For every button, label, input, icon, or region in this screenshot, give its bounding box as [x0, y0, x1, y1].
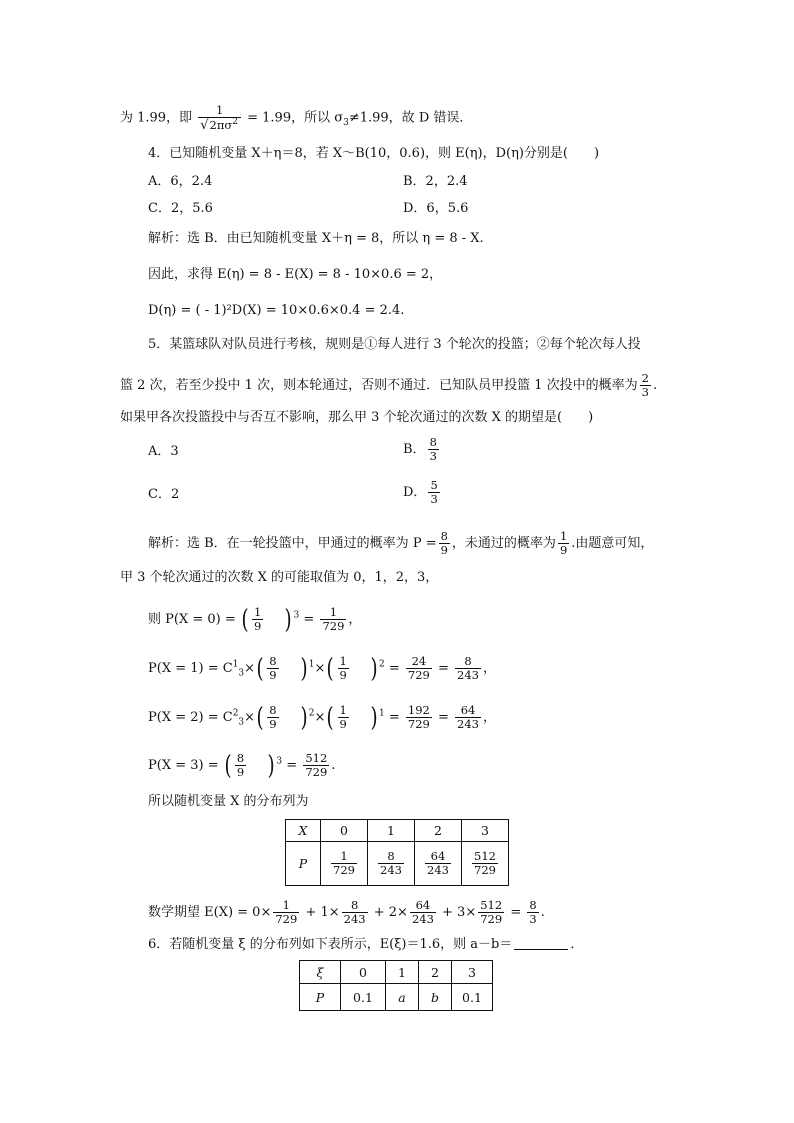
frac-num: 64 — [455, 704, 481, 718]
frac-den: 729 — [333, 863, 355, 877]
frac — [406, 655, 432, 682]
eq: = — [388, 710, 400, 725]
frac — [478, 899, 504, 926]
lparen: ( — [256, 702, 264, 733]
rparen: ) — [267, 750, 275, 781]
frac — [527, 899, 538, 926]
frac-num: 8 — [440, 529, 448, 543]
frac-num: 64 — [410, 899, 436, 913]
q5-line2-frac — [640, 372, 651, 399]
lparen: ( — [224, 750, 232, 781]
p2-label: P(X = 2) = C — [148, 710, 233, 725]
frac-den: 243 — [380, 863, 402, 877]
times: × — [244, 661, 256, 676]
frac-den: 243 — [411, 912, 434, 926]
comma: ， — [483, 710, 497, 725]
q5-solution-2: 甲 3 个轮次通过的次数 X 的可能取值为 0，1，2，3， — [120, 570, 439, 585]
exponent: 3 — [293, 610, 300, 621]
frac-den: 3 — [429, 449, 437, 463]
frac — [235, 752, 246, 779]
frac-den: 9 — [269, 717, 277, 731]
table-cell: X — [286, 820, 321, 842]
q5-line3: 如果甲各次投篮投中与否互不影响，那么甲 3 个轮次通过的次数 X 的期望是( ) — [120, 410, 594, 425]
q4-stem: 4．已知随机变量 X＋η＝8，若 X～B(10，0.6)，则 E(η)，D(η)分别是( ) — [148, 146, 600, 161]
table-cell — [368, 842, 415, 886]
q4-solution-2: 因此，求得 E(η) = 8 - E(X) = 8 - 10×0.6 = 2， — [148, 267, 443, 282]
c-sub: 3 — [238, 668, 245, 679]
table-row — [286, 842, 509, 886]
q4-solution-1: 解析：选 B．由已知随机变量 X＋η = 8，所以 η = 8 - X. — [148, 231, 484, 246]
table-cell — [462, 842, 509, 886]
frac-den: 729 — [480, 912, 503, 926]
p-x0 — [148, 606, 361, 633]
top-sub3: 3 — [343, 117, 349, 128]
frac-num: 512 — [474, 849, 496, 863]
eq: = — [388, 661, 400, 676]
table-cell: 1 — [386, 961, 419, 984]
frac — [342, 899, 368, 926]
q5-line2-end: . — [652, 378, 658, 393]
rparen: ) — [370, 702, 378, 733]
top-line — [120, 104, 472, 132]
q4-option-b: B．2，2.4 — [403, 174, 468, 189]
frac — [425, 850, 451, 877]
period: . — [331, 758, 336, 773]
exp-term: + 3× — [442, 905, 477, 920]
frac-den: 9 — [339, 668, 347, 682]
frac-num: 8 — [455, 655, 481, 669]
comma: ， — [483, 661, 497, 676]
table-cell: 0 — [341, 961, 386, 984]
frac-num: 8 — [529, 898, 537, 912]
frac-num: 5 — [430, 478, 438, 492]
q6-stem-end: ． — [570, 937, 584, 952]
frac-num: 1 — [331, 850, 357, 864]
frac-num: 1 — [320, 606, 346, 620]
frac-den: 729 — [407, 717, 430, 731]
frac-den: 9 — [269, 668, 277, 682]
table-cell — [415, 842, 462, 886]
frac-den: 9 — [339, 717, 347, 731]
q5-option-c: C．2 — [148, 487, 180, 502]
top-frac-den — [198, 118, 241, 132]
frac-num: 1 — [339, 654, 347, 668]
frac-num: 8 — [378, 850, 404, 864]
frac — [338, 704, 349, 731]
table-cell: P — [300, 984, 341, 1011]
frac-den: 243 — [457, 717, 479, 731]
exponent: 2 — [378, 659, 385, 670]
table-header-row — [300, 961, 493, 984]
frac-den: 729 — [305, 765, 328, 779]
q4-option-c: C．2，5.6 — [148, 201, 213, 216]
table-cell: 0.1 — [341, 984, 386, 1011]
exp-term: + 2× — [373, 905, 408, 920]
answer-blank[interactable] — [514, 949, 568, 950]
frac-num: 1 — [273, 899, 299, 913]
rparen: ) — [284, 604, 292, 635]
frac — [338, 655, 349, 682]
frac-den: 729 — [407, 668, 430, 682]
lparen: ( — [241, 604, 249, 635]
q5-option-b — [403, 436, 441, 463]
frac — [252, 606, 263, 633]
q6-stem — [148, 937, 583, 953]
frac — [410, 899, 436, 926]
p-x2 — [148, 704, 496, 731]
frac-num: 2 — [641, 371, 649, 385]
frac — [439, 530, 450, 557]
q5-option-d — [403, 479, 442, 506]
frac-num: 192 — [407, 703, 430, 717]
lparen: ( — [326, 653, 334, 684]
frac — [455, 704, 481, 731]
distribution-table-x — [285, 819, 509, 886]
table-cell: a — [386, 984, 419, 1011]
frac-num: 64 — [425, 850, 451, 864]
frac-num: 1 — [339, 703, 347, 717]
table-cell: 3 — [452, 961, 493, 984]
q5-solution-1 — [148, 530, 653, 557]
frac-num: 8 — [236, 751, 245, 765]
c-sup: 2 — [232, 708, 239, 719]
period: . — [540, 905, 545, 920]
p-x1 — [148, 655, 496, 682]
eq: = — [286, 758, 298, 773]
rparen: ) — [300, 702, 308, 733]
frac-num: 1 — [559, 529, 568, 543]
exponent: 1 — [378, 708, 385, 719]
radical-body: 2πσ — [209, 117, 233, 132]
frac-den: 243 — [427, 863, 449, 877]
table-cell: b — [419, 984, 452, 1011]
c-sup: 1 — [232, 659, 239, 670]
q5-line1: 5．某篮球队对队员进行考核，规则是①每人进行 3 个轮次的投篮；②每个轮次每人投 — [148, 337, 641, 352]
distribution-table-xi — [299, 960, 493, 1011]
q5-option-d-label: D． — [403, 485, 427, 500]
frac — [320, 606, 346, 633]
frac — [331, 850, 357, 877]
frac — [472, 850, 498, 877]
top-eq: = 1.99，所以 σ — [247, 110, 344, 126]
q4-option-a: A．6，2.4 — [148, 174, 213, 189]
frac-num: 512 — [480, 898, 503, 912]
table-cell: P — [286, 842, 321, 886]
frac-num: 8 — [269, 654, 277, 668]
eq: = — [438, 661, 449, 676]
table-cell: 2 — [419, 961, 452, 984]
q5-line2 — [120, 372, 657, 399]
q5-option-d-frac — [428, 479, 439, 506]
exp-label: 数学期望 E(X) = 0× — [148, 905, 272, 920]
top-tail: ≠1.99，故 D 错误． — [348, 110, 473, 126]
frac-den: 3 — [529, 912, 537, 926]
times: × — [244, 710, 256, 725]
eq: = — [303, 612, 315, 627]
frac-den: 729 — [275, 912, 298, 926]
frac — [267, 704, 278, 731]
times: × — [314, 661, 326, 676]
frac — [303, 752, 329, 779]
frac-den: 9 — [236, 765, 245, 779]
frac-den: 9 — [559, 543, 568, 557]
exp-term: + 1× — [305, 905, 340, 920]
top-frac-num: 1 — [198, 104, 241, 118]
comma: ， — [348, 612, 362, 627]
table-cell: 3 — [462, 820, 509, 842]
q5-option-b-label: B． — [403, 442, 426, 457]
table-cell — [321, 842, 368, 886]
table-cell: 0.1 — [452, 984, 493, 1011]
frac-num: 512 — [305, 751, 328, 765]
frac-den: 729 — [322, 619, 345, 633]
frac-num: 8 — [429, 435, 437, 449]
table-cell: 0 — [321, 820, 368, 842]
q5-sol-b: ，未通过的概率为 — [451, 536, 556, 551]
frac-den: 243 — [343, 912, 366, 926]
exponent: 2 — [308, 708, 315, 719]
frac-den: 3 — [641, 385, 649, 399]
frac — [267, 655, 278, 682]
top-prefix: 为 1.99，即 — [120, 110, 193, 126]
exponent: 3 — [276, 756, 283, 767]
expectation-line — [148, 899, 545, 926]
table-header-row — [286, 820, 509, 842]
frac — [273, 899, 299, 926]
times: × — [314, 710, 326, 725]
frac — [406, 704, 432, 731]
frac — [378, 850, 404, 877]
p-x3 — [148, 752, 335, 779]
p1-label: P(X = 1) = C — [148, 661, 233, 676]
lparen: ( — [256, 653, 264, 684]
exponent: 1 — [308, 659, 315, 670]
q4-solution-3: D(η) = ( - 1)²D(X) = 10×0.6×0.4 = 2.4. — [148, 303, 405, 318]
table-cell: 1 — [368, 820, 415, 842]
frac — [558, 530, 569, 557]
q5-sol-c: .由题意可知， — [571, 536, 654, 551]
rparen: ) — [300, 653, 308, 684]
q4-option-d: D．6，5.6 — [403, 201, 469, 216]
q5-line2-text: 篮 2 次，若至少投中 1 次，则本轮通过，否则不通过．已知队员甲投篮 1 次投中的概率为 — [120, 378, 638, 393]
eq: = — [438, 710, 449, 725]
top-fraction — [198, 104, 241, 132]
c-sub: 3 — [238, 717, 245, 728]
q5-sol-a: 解析：选 B．在一轮投篮中，甲通过的概率为 P = — [148, 536, 437, 551]
radical-sup: 2 — [232, 116, 238, 127]
frac — [455, 655, 481, 682]
frac-den: 3 — [430, 492, 438, 506]
frac-num: 24 — [406, 655, 432, 669]
distribution-intro: 所以随机变量 X 的分布列为 — [148, 794, 309, 809]
table-row — [300, 984, 493, 1011]
frac-num: 8 — [342, 899, 368, 913]
q5-option-a: A．3 — [148, 444, 179, 459]
p3-label: P(X = 3) = — [148, 758, 219, 773]
radical: $√2\pi\sigma^2$ — [200, 116, 238, 133]
table-cell: ξ — [300, 961, 341, 984]
q6-stem-text: 6．若随机变量 ξ 的分布列如下表所示，E(ξ)＝1.6，则 a－b＝ — [148, 937, 513, 952]
eq: = — [510, 905, 522, 920]
table-cell: 2 — [415, 820, 462, 842]
frac-den: 729 — [474, 863, 496, 877]
lparen: ( — [326, 702, 334, 733]
frac-num: 8 — [269, 703, 277, 717]
rparen: ) — [370, 653, 378, 684]
p0-label: 则 P(X = 0) = — [148, 612, 236, 627]
frac-den: 9 — [254, 619, 262, 633]
q5-option-b-frac — [428, 436, 439, 463]
frac-num: 1 — [254, 605, 262, 619]
frac-den: 243 — [457, 668, 479, 682]
frac-den: 9 — [440, 543, 448, 557]
